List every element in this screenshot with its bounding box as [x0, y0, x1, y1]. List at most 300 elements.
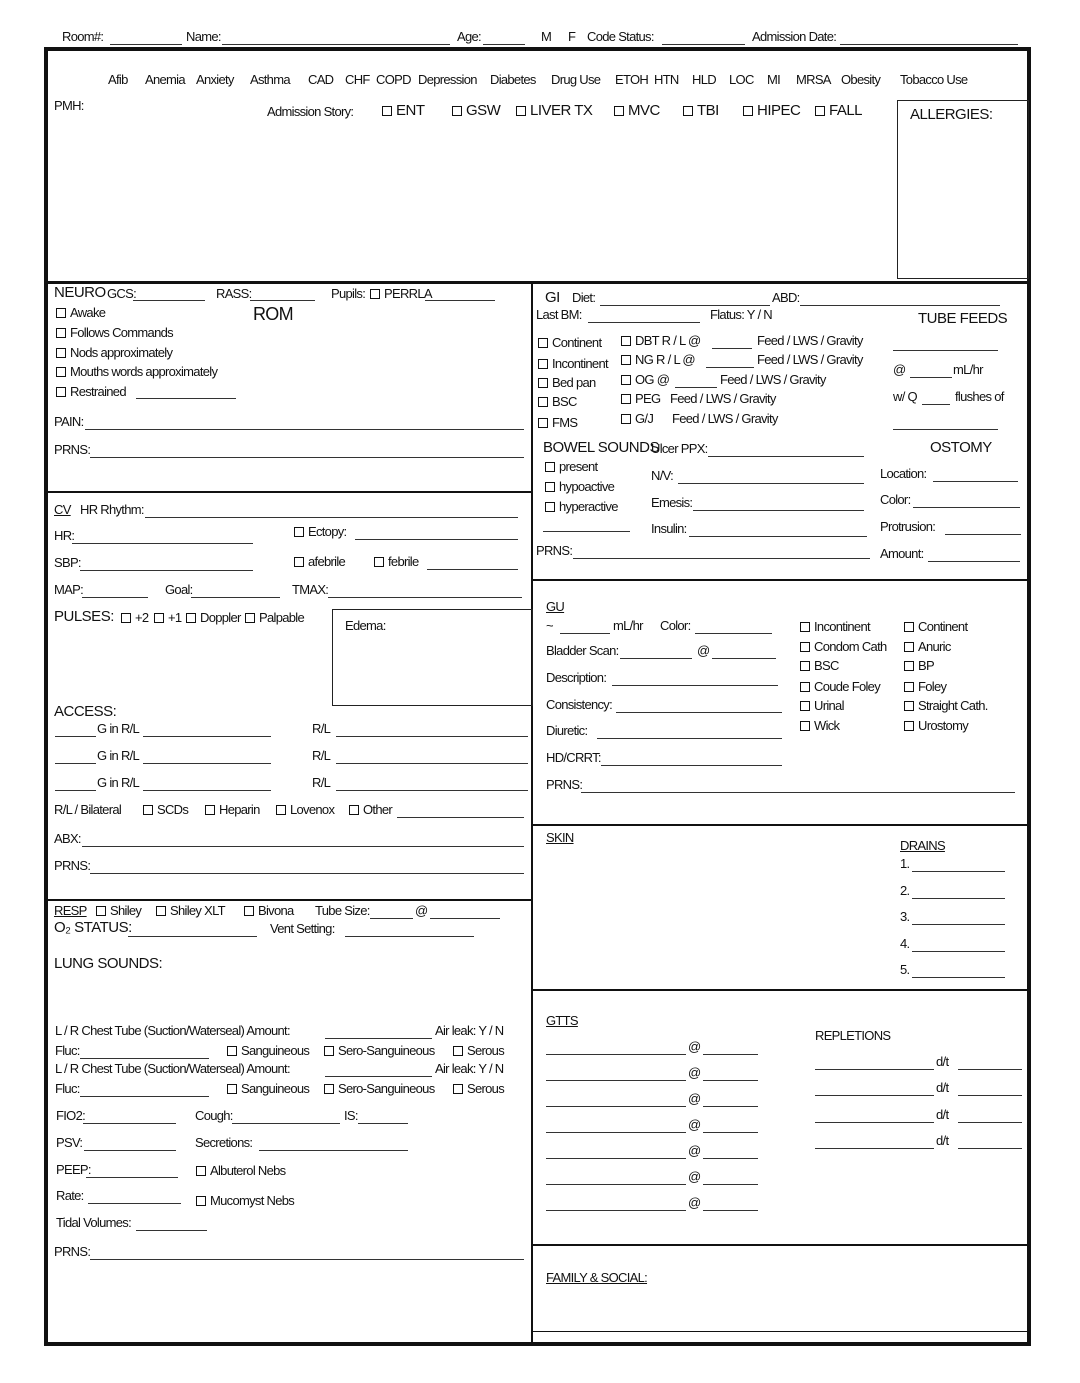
fio2-field[interactable]: [83, 1123, 176, 1124]
urine-rate-field[interactable]: [560, 633, 610, 634]
admission-mvc-checkbox[interactable]: [614, 103, 660, 119]
cough-label: Cough:: [195, 1108, 233, 1123]
gtt-at-label: @: [688, 1091, 701, 1106]
flatus-label: Flatus: Y / N: [710, 307, 772, 322]
gcs-field[interactable]: [133, 300, 205, 301]
gtt-rate-field[interactable]: [703, 1054, 758, 1055]
checkbox-icon[interactable]: [904, 721, 914, 731]
checkbox-icon[interactable]: [56, 367, 66, 377]
allergies-box[interactable]: [897, 100, 1029, 279]
option-label: Shiley XLT: [170, 903, 225, 918]
pupils-label: Pupils:: [331, 286, 366, 301]
ostomy-location-field[interactable]: [933, 481, 1018, 482]
og-depth-field[interactable]: [675, 387, 717, 388]
bed-pan-checkbox[interactable]: [538, 375, 596, 391]
chest-tube-amount-field[interactable]: [325, 1076, 432, 1077]
bladder-scan-field[interactable]: [620, 658, 692, 659]
repletion-field[interactable]: [815, 1069, 934, 1070]
checkbox-icon[interactable]: [96, 906, 106, 916]
resp-prns-label: PRNS:: [54, 1244, 91, 1259]
checkbox-icon[interactable]: [621, 414, 631, 424]
pulse-palpable-checkbox[interactable]: [245, 610, 304, 626]
hr-field[interactable]: [72, 543, 253, 544]
ostomy-protrusion-label: Protrusion:: [880, 519, 936, 534]
checkbox-icon[interactable]: [538, 359, 548, 369]
pmh-chf[interactable]: CHF: [345, 72, 370, 87]
checkbox-icon[interactable]: [324, 1084, 334, 1094]
checkbox-icon[interactable]: [800, 622, 810, 632]
rate-field[interactable]: [88, 1203, 181, 1204]
checkbox-icon[interactable]: [56, 348, 66, 358]
repletion-reason-field[interactable]: [958, 1095, 1022, 1096]
fms-checkbox[interactable]: [538, 415, 577, 431]
gtt-drug-field[interactable]: [546, 1210, 686, 1211]
checkbox-icon[interactable]: [621, 336, 631, 346]
gu-coude-foley-checkbox[interactable]: [800, 679, 880, 695]
pmh-diabetes[interactable]: Diabetes: [490, 72, 536, 87]
sanguineous-checkbox[interactable]: [227, 1081, 309, 1097]
admission-story-label: Admission Story:: [267, 104, 354, 119]
checkbox-icon[interactable]: [56, 328, 66, 338]
access-gauge-field[interactable]: [55, 736, 96, 737]
admission-date-field[interactable]: [840, 44, 1018, 45]
febrile-checkbox[interactable]: [374, 554, 419, 570]
bowel-present-checkbox[interactable]: [545, 459, 597, 475]
follows-commands-checkbox[interactable]: [56, 325, 173, 341]
access-gauge-field[interactable]: [55, 790, 96, 791]
checkbox-icon[interactable]: [370, 289, 380, 299]
gtt-drug-field[interactable]: [546, 1054, 686, 1055]
restrained-checkbox[interactable]: [56, 384, 126, 400]
repletion-field[interactable]: [815, 1095, 934, 1096]
fluc-field[interactable]: [80, 1096, 209, 1097]
bladder-time-field[interactable]: [712, 658, 776, 659]
gtt-rate-field[interactable]: [703, 1106, 758, 1107]
gi-prns-field[interactable]: [573, 558, 870, 559]
pmh-afib[interactable]: Afib: [108, 72, 128, 87]
checkbox-icon[interactable]: [121, 613, 131, 623]
option-label: Albuterol Nebs: [210, 1163, 286, 1178]
pmh-asthma[interactable]: Asthma: [250, 72, 290, 87]
checkbox-icon[interactable]: [453, 1046, 463, 1056]
pmh-mi[interactable]: MI: [767, 72, 781, 87]
fluc-field[interactable]: [80, 1058, 209, 1059]
checkbox-icon[interactable]: [374, 557, 384, 567]
admission-fall-checkbox[interactable]: [815, 103, 862, 119]
gtt-rate-field[interactable]: [703, 1080, 758, 1081]
checkbox-icon[interactable]: [244, 906, 254, 916]
bowel-hypoactive-checkbox[interactable]: [545, 479, 614, 495]
family-social-title: FAMILY & SOCIAL:: [546, 1270, 648, 1285]
consistency-field[interactable]: [616, 712, 782, 713]
gu-bsc-checkbox[interactable]: [800, 658, 839, 674]
nods-checkbox[interactable]: [56, 345, 172, 361]
urine-color-field[interactable]: [695, 633, 772, 634]
abx-field[interactable]: [82, 846, 524, 847]
peg-mode-options[interactable]: Feed / LWS / Gravity: [670, 391, 776, 406]
cough-field[interactable]: [232, 1123, 340, 1124]
lovenox-checkbox[interactable]: [276, 802, 334, 818]
checkbox-icon[interactable]: [538, 418, 548, 428]
gu-wick-checkbox[interactable]: [800, 718, 839, 734]
gi-bsc-checkbox[interactable]: [538, 394, 577, 410]
diet-field[interactable]: [600, 305, 770, 306]
pmh-hld[interactable]: HLD: [692, 72, 716, 87]
last-bm-field[interactable]: [588, 322, 700, 323]
checkbox-icon[interactable]: [453, 1084, 463, 1094]
neuro-title: NEURO: [54, 284, 106, 301]
gu-urinal-checkbox[interactable]: [800, 698, 844, 714]
pmh-anemia[interactable]: Anemia: [145, 72, 185, 87]
drain-field[interactable]: [912, 898, 1005, 899]
pmh-anxiety[interactable]: Anxiety: [196, 72, 234, 87]
pulse-plus2-checkbox[interactable]: [121, 610, 148, 626]
dt-label: d/t: [936, 1132, 949, 1148]
age-field[interactable]: [483, 44, 525, 45]
sbp-field[interactable]: [80, 570, 253, 571]
fluc-label: Fluc:: [55, 1081, 80, 1096]
pmh-tobacco-use[interactable]: Tobacco Use: [900, 72, 968, 87]
checkbox-icon[interactable]: [800, 682, 810, 692]
pmh-etoh[interactable]: ETOH: [615, 72, 649, 87]
option-label: Incontinent: [814, 619, 870, 634]
checkbox-icon[interactable]: [743, 106, 753, 116]
access-site2-field[interactable]: [336, 763, 528, 764]
ostomy-color-field[interactable]: [913, 507, 1020, 508]
perrla-checkbox[interactable]: [370, 286, 432, 302]
gu-urostomy-checkbox[interactable]: [904, 718, 968, 734]
access-site-field[interactable]: [143, 736, 271, 737]
abd-field[interactable]: [800, 305, 1000, 306]
checkbox-icon[interactable]: [621, 394, 631, 404]
drain-number: 4.: [900, 935, 910, 951]
checkbox-icon[interactable]: [800, 642, 810, 652]
checkbox-icon[interactable]: [349, 805, 359, 815]
access-site2-field[interactable]: [336, 790, 528, 791]
repletion-field[interactable]: [815, 1122, 934, 1123]
shiley-xlt-checkbox[interactable]: [156, 903, 225, 919]
dbt-mode-options[interactable]: Feed / LWS / Gravity: [757, 333, 863, 348]
checkbox-icon[interactable]: [196, 1196, 206, 1206]
ectopy-field[interactable]: [355, 539, 518, 540]
code-status-field[interactable]: [662, 44, 745, 45]
checkbox-icon[interactable]: [196, 1166, 206, 1176]
pmh-drug-use[interactable]: Drug Use: [551, 72, 601, 87]
flush-interval-field[interactable]: [922, 404, 950, 405]
gu-bp-checkbox[interactable]: [904, 658, 934, 674]
sex-f-option[interactable]: F: [568, 29, 576, 44]
checkbox-icon[interactable]: [904, 622, 914, 632]
gi-continent-checkbox[interactable]: [538, 335, 601, 351]
checkbox-icon[interactable]: [904, 661, 914, 671]
checkbox-icon[interactable]: [904, 642, 914, 652]
gu-foley-checkbox[interactable]: [904, 679, 946, 695]
checkbox-icon[interactable]: [538, 338, 548, 348]
checkbox-icon[interactable]: [56, 387, 66, 397]
pmh-loc[interactable]: LOC: [729, 72, 754, 87]
sero-sanguineous-checkbox[interactable]: [324, 1081, 435, 1097]
abx-label: ABX:: [54, 831, 81, 846]
gtt-drug-field[interactable]: [546, 1106, 686, 1107]
bowel-sounds-title: BOWEL SOUNDS: [543, 439, 659, 456]
gi-incontinent-checkbox[interactable]: [538, 356, 608, 372]
checkbox-icon[interactable]: [545, 502, 555, 512]
drain-field[interactable]: [912, 924, 1005, 925]
pmh-mrsa[interactable]: MRSA: [796, 72, 831, 87]
sex-m-option[interactable]: M: [541, 29, 552, 44]
pmh-cad[interactable]: CAD: [308, 72, 334, 87]
checkbox-icon[interactable]: [904, 682, 914, 692]
ostomy-protrusion-field[interactable]: [945, 534, 1021, 535]
gu-anuric-checkbox[interactable]: [904, 639, 951, 655]
room-field[interactable]: [110, 44, 182, 45]
pmh-htn[interactable]: HTN: [654, 72, 679, 87]
og-checkbox[interactable]: [621, 372, 669, 388]
gtt-rate-field[interactable]: [703, 1158, 758, 1159]
checkbox-icon[interactable]: [227, 1046, 237, 1056]
bladder-scan-label: Bladder Scan:: [546, 643, 619, 658]
bivona-checkbox[interactable]: [244, 903, 294, 919]
checkbox-icon[interactable]: [452, 106, 462, 116]
gu-straight-cath--checkbox[interactable]: [904, 698, 988, 714]
gtt-drug-field[interactable]: [546, 1158, 686, 1159]
option-label: Palpable: [259, 610, 304, 625]
gtt-rate-field[interactable]: [703, 1184, 758, 1185]
flush-volume-field[interactable]: [893, 429, 998, 430]
checkbox-icon[interactable]: [538, 378, 548, 388]
checkbox-icon[interactable]: [815, 106, 825, 116]
admission-tbi-checkbox[interactable]: [683, 103, 719, 119]
rom-label: ROM: [253, 304, 293, 324]
mouths-words-checkbox[interactable]: [56, 364, 217, 380]
chest-tube-label: L / R Chest Tube (Suction/Waterseal) Amount:: [55, 1023, 290, 1038]
option-label: febrile: [388, 554, 419, 569]
pupils-field[interactable]: [425, 300, 495, 301]
mucomyst-checkbox[interactable]: [196, 1193, 294, 1209]
chest-tube-amount-field[interactable]: [325, 1038, 432, 1039]
pmh-depression[interactable]: Depression: [418, 72, 477, 87]
air-leak-label: Air leak: Y / N: [435, 1061, 504, 1076]
drain-field[interactable]: [912, 977, 1005, 978]
gj-checkbox[interactable]: [621, 411, 653, 427]
ulcer-ppx-field[interactable]: [708, 456, 864, 457]
is-field[interactable]: [358, 1123, 408, 1124]
checkbox-icon[interactable]: [382, 106, 392, 116]
gtt-rate-field[interactable]: [703, 1132, 758, 1133]
drains-title: DRAINS: [900, 838, 945, 853]
age-label: Age:: [457, 29, 481, 44]
ostomy-amount-field[interactable]: [928, 561, 1020, 562]
ostomy-title: OSTOMY: [930, 439, 992, 456]
o2-status-field[interactable]: [128, 936, 257, 937]
checkbox-icon[interactable]: [186, 613, 196, 623]
option-label: Other: [363, 802, 393, 817]
map-field[interactable]: [82, 597, 148, 598]
insulin-field[interactable]: [689, 536, 867, 537]
pulse-doppler-checkbox[interactable]: [186, 610, 241, 626]
dt-label: d/t: [936, 1080, 949, 1096]
tube-size-field[interactable]: [370, 918, 413, 919]
hr-rhythm-field[interactable]: [145, 517, 518, 518]
gtt-at-label: @: [688, 1143, 701, 1158]
gtt-drug-field[interactable]: [546, 1080, 686, 1081]
checkbox-icon[interactable]: [516, 106, 526, 116]
access-site-field[interactable]: [143, 790, 271, 791]
checkbox-icon[interactable]: [545, 462, 555, 472]
access-gauge-field[interactable]: [55, 763, 96, 764]
bowel-hyperactive-checkbox[interactable]: [545, 499, 618, 515]
albuterol-checkbox[interactable]: [196, 1163, 285, 1179]
name-label: Name:: [186, 29, 221, 44]
checkbox-icon[interactable]: [276, 805, 286, 815]
ostomy-color-label: Color:: [880, 492, 911, 507]
emesis-field[interactable]: [693, 510, 864, 511]
checkbox-icon[interactable]: [800, 721, 810, 731]
dt-label: d/t: [936, 1106, 949, 1122]
dbt-depth-field[interactable]: [712, 348, 752, 349]
admission-ent-checkbox[interactable]: [382, 103, 425, 119]
divider: [532, 1244, 1029, 1246]
checkbox-icon[interactable]: [154, 613, 164, 623]
checkbox-icon[interactable]: [621, 355, 631, 365]
checkbox-icon[interactable]: [227, 1084, 237, 1094]
afebrile-checkbox[interactable]: [294, 554, 345, 570]
checkbox-icon[interactable]: [545, 482, 555, 492]
repletion-reason-field[interactable]: [958, 1148, 1022, 1149]
restrained-field[interactable]: [136, 398, 236, 399]
gu-condom-cath-checkbox[interactable]: [800, 639, 887, 655]
code-status-label: Code Status:: [587, 29, 654, 44]
checkbox-icon[interactable]: [800, 701, 810, 711]
vent-setting-field[interactable]: [345, 936, 474, 937]
psv-field[interactable]: [84, 1150, 176, 1151]
ng-depth-field[interactable]: [706, 367, 754, 368]
pmh-copd[interactable]: COPD: [376, 72, 411, 87]
resp-prns-field[interactable]: [90, 1259, 524, 1260]
sanguineous-checkbox[interactable]: [227, 1043, 309, 1059]
nv-field[interactable]: [678, 483, 864, 484]
gu-prns-field[interactable]: [581, 792, 1015, 793]
repletion-field[interactable]: [815, 1148, 934, 1149]
checkbox-icon[interactable]: [621, 375, 631, 385]
rl-at-label: R / L @: [656, 352, 695, 367]
option-label: NG: [635, 352, 654, 367]
sero-sanguineous-checkbox[interactable]: [324, 1043, 435, 1059]
drain-field[interactable]: [912, 871, 1005, 872]
edema-label: Edema:: [345, 618, 386, 633]
flushes-label: flushes of: [955, 389, 1004, 404]
checkbox-icon[interactable]: [56, 308, 66, 318]
rass-field[interactable]: [250, 300, 315, 301]
urine-rate-unit: mL/hr: [613, 618, 643, 633]
cv-prns-field[interactable]: [90, 873, 524, 874]
pulse-plus1-checkbox[interactable]: [154, 610, 181, 626]
admission-liver-tx-checkbox[interactable]: [516, 103, 592, 119]
awake-checkbox[interactable]: [56, 305, 105, 321]
admission-date-label: Admission Date:: [752, 29, 837, 44]
admission-gsw-checkbox[interactable]: [452, 103, 500, 119]
rl-label: R/L: [312, 748, 331, 763]
pmh-obesity[interactable]: Obesity: [841, 72, 881, 87]
checkbox-icon[interactable]: [294, 557, 304, 567]
abd-label: ABD:: [772, 290, 800, 305]
ng-checkbox[interactable]: [621, 352, 695, 368]
description-field[interactable]: [612, 685, 778, 686]
gtt-drug-field[interactable]: [546, 1184, 686, 1185]
divider: [46, 491, 532, 493]
og-mode-options[interactable]: Feed / LWS / Gravity: [720, 372, 826, 387]
other-field[interactable]: [397, 817, 524, 818]
other-checkbox[interactable]: [349, 802, 392, 818]
gi-prns-label: PRNS:: [536, 543, 573, 558]
drain-field[interactable]: [912, 951, 1005, 952]
tidal-volumes-field[interactable]: [136, 1230, 207, 1231]
scds-checkbox[interactable]: [143, 802, 188, 818]
checkbox-icon[interactable]: [156, 906, 166, 916]
name-field[interactable]: [222, 44, 450, 45]
option-label: Urostomy: [918, 718, 969, 733]
pain-field[interactable]: [85, 429, 524, 430]
tmax-field[interactable]: [328, 597, 522, 598]
bowel-other-field[interactable]: [543, 531, 630, 532]
checkbox-icon[interactable]: [904, 701, 914, 711]
checkbox-icon[interactable]: [800, 661, 810, 671]
gu-prns-label: PRNS:: [546, 777, 583, 792]
tube-feed-formula-field[interactable]: [893, 350, 998, 351]
peep-field[interactable]: [86, 1177, 178, 1178]
febrile-field[interactable]: [427, 569, 518, 570]
checkbox-icon[interactable]: [294, 527, 304, 537]
vent-setting-label: Vent Setting:: [270, 921, 335, 936]
repletion-reason-field[interactable]: [958, 1122, 1022, 1123]
shiley-checkbox[interactable]: [96, 903, 141, 919]
repletion-reason-field[interactable]: [958, 1069, 1022, 1070]
goal-field[interactable]: [191, 597, 280, 598]
gu-incontinent-checkbox[interactable]: [800, 619, 870, 635]
serous-checkbox[interactable]: [453, 1081, 504, 1097]
tube-feed-rate-field[interactable]: [910, 377, 952, 378]
tube-depth-field[interactable]: [430, 918, 500, 919]
checkbox-icon[interactable]: [538, 397, 548, 407]
gu-continent-checkbox[interactable]: [904, 619, 967, 635]
neuro-prns-field[interactable]: [90, 457, 524, 458]
divider: [1027, 282, 1028, 1332]
diuretic-field[interactable]: [597, 738, 782, 739]
peg-checkbox[interactable]: [621, 391, 660, 407]
gtt-drug-field[interactable]: [546, 1132, 686, 1133]
checkbox-icon[interactable]: [205, 805, 215, 815]
checkbox-icon[interactable]: [143, 805, 153, 815]
last-bm-label: Last BM:: [536, 307, 582, 322]
ng-mode-options[interactable]: Feed / LWS / Gravity: [757, 352, 863, 367]
access-site2-field[interactable]: [336, 736, 528, 737]
checkbox-icon[interactable]: [683, 106, 693, 116]
hd-crrt-field[interactable]: [601, 765, 782, 766]
secretions-field[interactable]: [259, 1150, 408, 1151]
serous-checkbox[interactable]: [453, 1043, 504, 1059]
checkbox-icon[interactable]: [245, 613, 255, 623]
admission-hipec-checkbox[interactable]: [743, 103, 800, 119]
gtt-rate-field[interactable]: [703, 1210, 758, 1211]
ectopy-checkbox[interactable]: [294, 524, 346, 540]
gj-mode-options[interactable]: Feed / LWS / Gravity: [672, 411, 778, 426]
checkbox-icon[interactable]: [324, 1046, 334, 1056]
heparin-checkbox[interactable]: [205, 802, 260, 818]
dbt-checkbox[interactable]: [621, 333, 700, 349]
option-label: Continent: [552, 335, 602, 350]
access-site-field[interactable]: [143, 763, 271, 764]
checkbox-icon[interactable]: [614, 106, 624, 116]
